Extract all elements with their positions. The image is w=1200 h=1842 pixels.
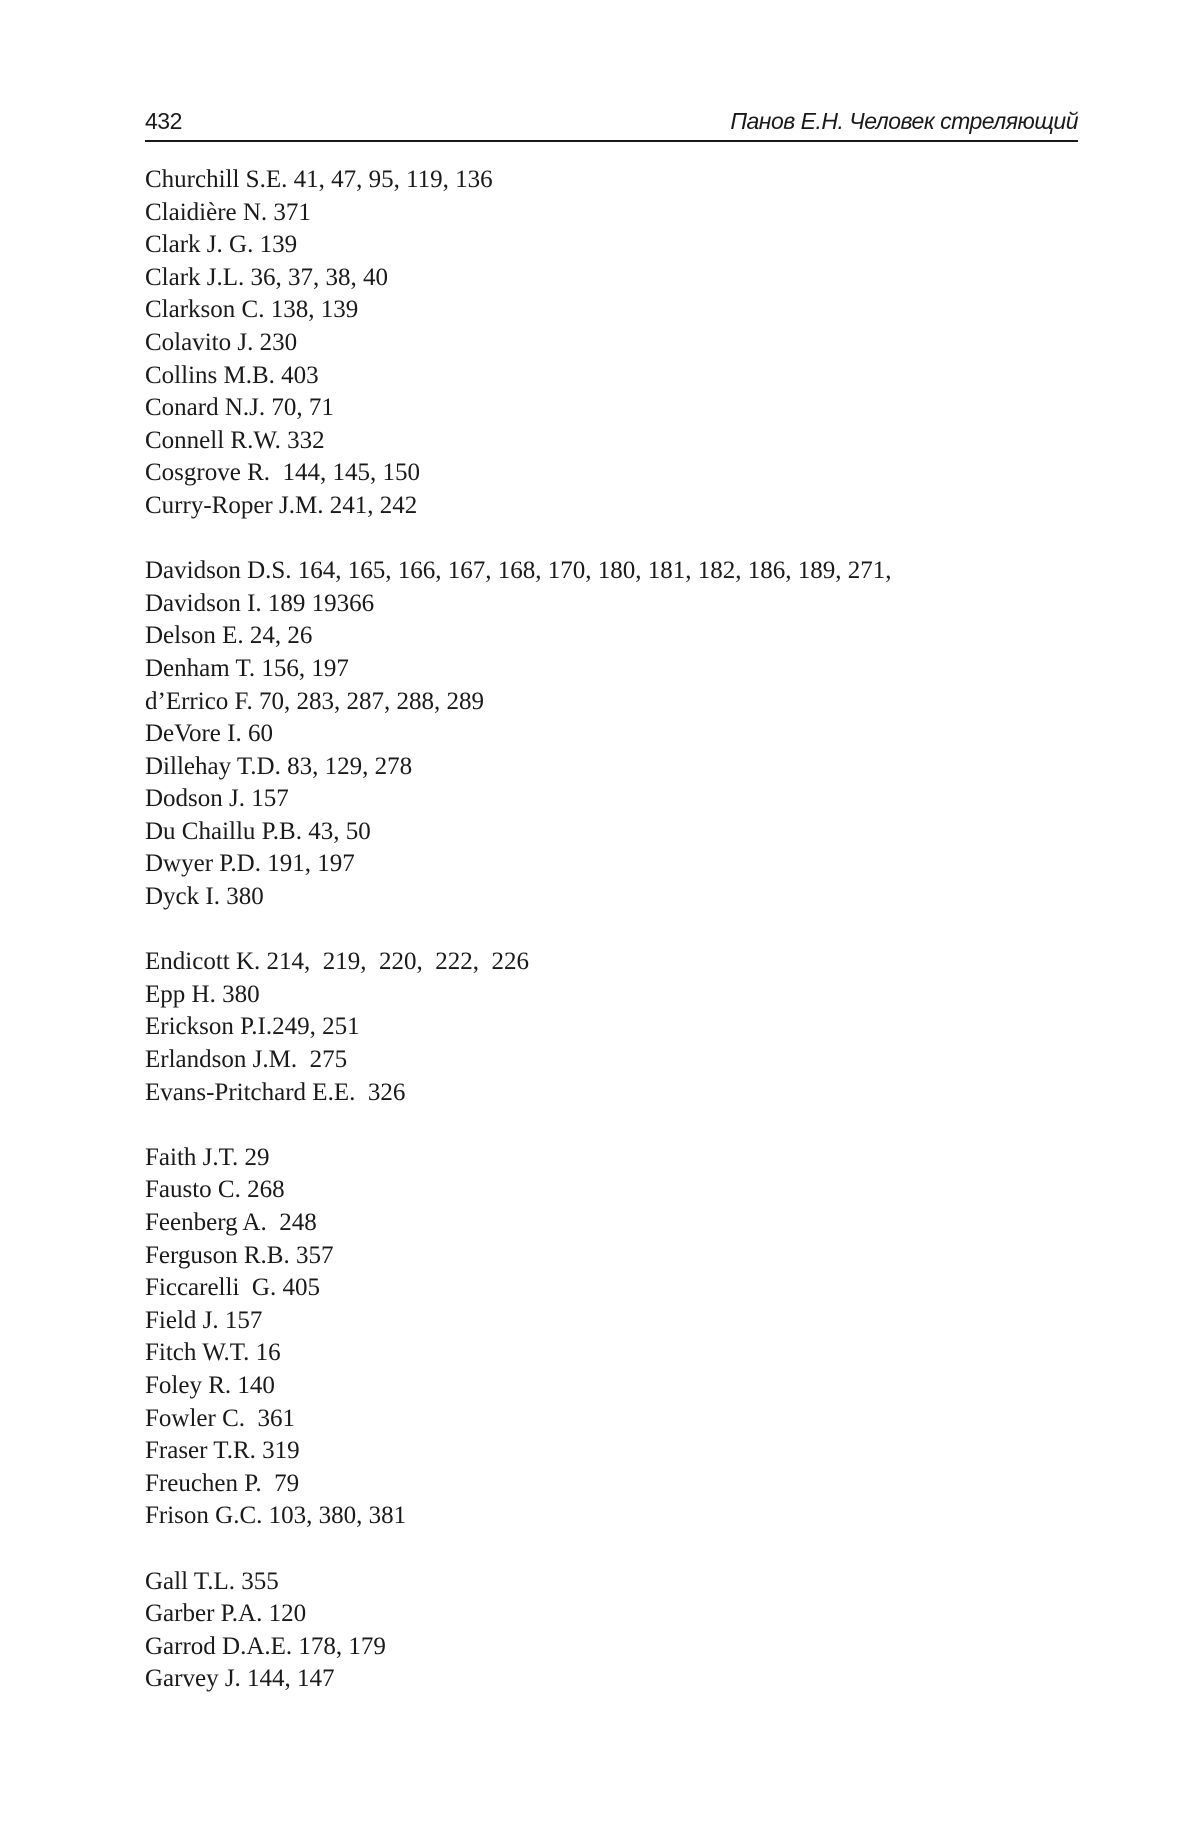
index-entry: Davidson I. 189 19366 [145, 589, 375, 617]
index-entry: Foley R. 140 [145, 1371, 275, 1399]
index-entry: Connell R.W. 332 [145, 426, 325, 454]
page-number: 432 [145, 108, 182, 134]
running-header [145, 104, 1078, 142]
index-entry: Clarkson C. 138, 139 [145, 296, 359, 324]
index-entry: Fraser T.R. 319 [145, 1437, 300, 1465]
index-letter-group [145, 164, 1078, 523]
index-entry: Davidson D.S. 164, 165, 166, 167, 168, 170, 180, 181, 182, 186, 189, 271, [145, 557, 892, 585]
index-entry: Claidière N. 371 [145, 198, 311, 226]
index-entry: Dwyer P.D. 191, 197 [145, 850, 355, 878]
index-entry: Ficcarelli G. 405 [145, 1274, 320, 1302]
index-entry: DeVore I. 60 [145, 720, 273, 748]
index-entry: Erlandson J.M. 275 [145, 1046, 348, 1074]
index-entry: Clark J.L. 36, 37, 38, 40 [145, 263, 389, 291]
name-index [145, 164, 1078, 1729]
index-entry: Fausto C. 268 [145, 1176, 285, 1204]
index-letter-group [145, 555, 1078, 914]
index-entry: Collins M.B. 403 [145, 361, 319, 389]
index-entry: Frison G.C. 103, 380, 381 [145, 1502, 407, 1530]
index-entry: Churchill S.E. 41, 47, 95, 119, 136 [145, 166, 493, 193]
index-entry: Colavito J. 230 [145, 328, 298, 356]
index-entry: Delson E. 24, 26 [145, 622, 313, 650]
index-entry: Evans-Pritchard E.E. 326 [145, 1078, 406, 1106]
index-letter-group [145, 946, 1078, 1109]
index-entry: Feenberg A. 248 [145, 1209, 317, 1236]
index-entry: Garrod D.A.E. 178, 179 [145, 1632, 386, 1660]
index-entry: Du Chaillu P.B. 43, 50 [145, 817, 371, 845]
index-entry: Fitch W.T. 16 [145, 1339, 281, 1367]
index-entry: Epp H. 380 [145, 980, 260, 1008]
index-entry: Denham T. 156, 197 [145, 654, 349, 682]
book-title: Панов Е.Н. Человек стреляющий [730, 108, 1078, 134]
index-entry: Ferguson R.B. 357 [145, 1241, 334, 1269]
index-entry: Fowler C. 361 [145, 1404, 295, 1432]
index-entry: d’Errico F. 70, 283, 287, 288, 289 [145, 687, 484, 715]
index-entry: Freuchen P. 79 [145, 1469, 300, 1497]
index-entry: Garber P.A. 120 [145, 1600, 307, 1628]
index-entry: Endicott K. 214, 219, 220, 222, 226 [145, 948, 530, 976]
index-letter-group [145, 1566, 1078, 1696]
index-entry: Dillehay T.D. 83, 129, 278 [145, 752, 413, 780]
index-entry: Dyck I. 380 [145, 883, 264, 911]
index-entry: Dodson J. 157 [145, 785, 289, 813]
index-entry: Field J. 157 [145, 1306, 263, 1334]
index-entry: Cosgrove R. 144, 145, 150 [145, 459, 420, 487]
index-entry: Garvey J. 144, 147 [145, 1665, 335, 1693]
index-entry: Erickson P.I.249, 251 [145, 1013, 360, 1041]
index-entry: Conard N.J. 70, 71 [145, 394, 334, 422]
index-entry: Faith J.T. 29 [145, 1143, 270, 1171]
index-entry: Clark J. G. 139 [145, 231, 298, 259]
index-letter-group [145, 1142, 1078, 1533]
index-entry: Gall T.L. 355 [145, 1567, 279, 1595]
index-entry: Curry-Roper J.M. 241, 242 [145, 491, 418, 519]
